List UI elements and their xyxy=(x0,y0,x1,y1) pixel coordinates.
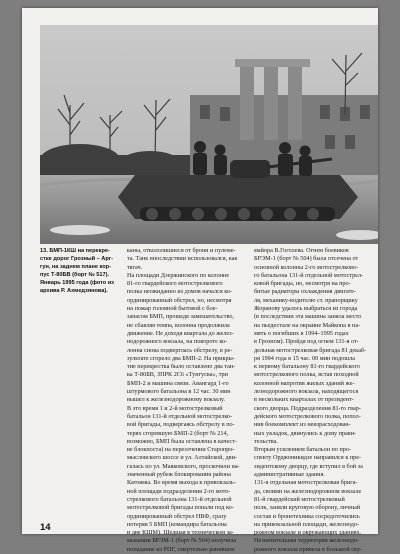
text-line: на пьедестале на окраине Майкопа в па- xyxy=(254,321,361,329)
text-line: штурмового батальона в 12 час. 30 мин xyxy=(127,388,231,396)
text-line: нодорожного вокзала, на повороте ко- xyxy=(127,338,228,346)
text-line: в Грозном). Пройдя под огнем 131-я от- xyxy=(254,338,359,346)
text-line: 81-й гвардейский мотострелковый xyxy=(254,495,345,503)
text-line: зидентскому дворцу, где вступил в бой за xyxy=(254,462,363,470)
text-line: На площади Дзержинского по колонне xyxy=(127,271,230,279)
text-line: не сбавляя темпа, колонна продолжила xyxy=(127,321,230,329)
text-line: БРЭМ-1 (борт № 504) была отсечена от xyxy=(254,255,359,263)
text-line: Жоранову удалось выбраться из города xyxy=(254,305,358,313)
text-line: состав и бронетехника сосредоточились xyxy=(254,512,360,520)
text-line: ординированный обстрел НВФ, сразу xyxy=(127,512,227,520)
text-line: вой бригады, подвергаясь обстрелу в по- xyxy=(127,421,235,429)
text-line: возможно, БМП была оставлена в качест- xyxy=(127,437,237,445)
text-line: колонной напротив жилых зданий же- xyxy=(254,379,355,387)
caption-line: стке дорог Грозный – Арг- xyxy=(40,256,113,262)
text-line: В это время 1 и 2-й мотострелковый xyxy=(127,404,223,412)
text-column-right xyxy=(254,247,378,554)
text-line: ве блокпоста) на пересечении Старопро- xyxy=(127,446,235,454)
text-line: движение. Не доходя квартала до желез- xyxy=(127,329,234,337)
text-line: каны, откололишиеся от брони и пулеме- xyxy=(127,247,236,254)
text-line: ной площади подразделения 2-го мото- xyxy=(127,487,231,495)
caption-line: пус Т-80БВ (борт № 517). xyxy=(40,272,110,278)
text-line: терях сгоревшую БМП-2 (борт № 214, xyxy=(127,429,229,437)
text-line: ковой бригады, но, несмотря на про- xyxy=(254,280,351,288)
caption-line: архива Р. Ахмедзянова). xyxy=(40,288,108,294)
photo-caption xyxy=(40,247,120,295)
text-line: полк, заняли круговую оборону, личный xyxy=(254,504,361,512)
text-line: основной колонны 2-го мотострелково- xyxy=(254,263,359,271)
text-line: ка Т-80БВ, ЗПРК 2С6 «Тунгуска», три xyxy=(127,371,228,379)
text-line: битые радиаторы охлаждения двигате- xyxy=(254,288,357,296)
text-line: та. Танк впоследствии использовался, как xyxy=(127,255,238,263)
text-line: рожного вокзала привела в большой ску- xyxy=(254,545,363,553)
text-line: Вторым усилением батальон по про- xyxy=(254,446,352,454)
text-line: нив боекомплект из неизрасходован- xyxy=(254,421,351,429)
photo-bmp-on-road xyxy=(40,25,378,244)
text-line: лезнодорожного вокзала, находящегося xyxy=(254,388,359,396)
caption-line: гун, на заднем плане кор- xyxy=(40,264,111,270)
text-line: мысловского шоссе и ул. Алтайской, дви- xyxy=(127,454,237,462)
text-line: батальон 131-й отдельной мотострелко- xyxy=(127,412,233,420)
text-line: майора В.Гоголева. Огнем боевиков xyxy=(254,247,349,254)
text-line: лонна снова подверглась обстрелу, в ре- xyxy=(127,346,233,354)
text-line: рожном вокзале и окружающих зданиях. xyxy=(254,529,362,537)
text-line: к первому батальону 81-го гвардейского xyxy=(254,363,361,371)
text-line: и две КШМ). Шедшая в техническом за- xyxy=(127,529,234,537)
text-line: в нескольких кварталах от президент- xyxy=(254,396,354,404)
text-line: спекту Орджоникидзе направился к пре- xyxy=(254,454,362,462)
caption-line: 13. БМП-1КШ на перекре- xyxy=(40,248,110,254)
text-line: дельная мотострелковая бригада 81 декаб- xyxy=(254,346,367,354)
text-line: на пожар головной бытовой с бое- xyxy=(127,305,218,313)
text-line: галась по ул. Маяковского, проскочили на- xyxy=(127,462,240,470)
text-line: мотострелкового полка, встав походной xyxy=(254,371,359,379)
caption-line: Январь 1995 года (фото из xyxy=(40,280,114,286)
text-line: БМП-2 и машина связи. Авангард 1-го xyxy=(127,379,229,387)
text-line: потеряв 5 БМП (командира батальона xyxy=(127,520,227,528)
text-line: мыкании БРЭМ-1 (борт № 504) получила xyxy=(127,537,237,545)
text-line: 81-го гвардейского мотострелкового xyxy=(127,280,223,288)
text-line: на привокзальной площади, железнодо- xyxy=(254,520,360,528)
page-number: 14 xyxy=(40,522,51,533)
text-line: тие перекрестка было оставлено два тан- xyxy=(127,363,236,371)
text-line: зультате сгорело два БМП-2. На прикры- xyxy=(127,354,235,362)
text-line: Катоямы. Во время выхода к привокзаль- xyxy=(127,479,236,487)
text-line: ря 1994 года в 15 час. 00 мин подошла xyxy=(254,354,355,362)
text-line: мотострелковой бригады попали под ко- xyxy=(127,504,234,512)
text-line: мять о погибших в 1994–1995 годах xyxy=(254,329,349,337)
text-line: го батальона 131-й отдельной мотострел- xyxy=(254,271,364,279)
text-line: Незначительная территория железнодо- xyxy=(254,537,360,545)
text-line: ординированный обстрел, но, несмотря xyxy=(127,296,232,304)
text-line: ля, механику-водителю ст. прапорщику xyxy=(254,296,358,304)
text-line: стрелкового батальона 131-й отдельной xyxy=(127,495,232,503)
text-line: (в последствии эта машина заняла место xyxy=(254,313,362,321)
text-line: значенный рубеж блокирования района xyxy=(127,471,231,479)
text-line: полка неожиданно из домов начался ко- xyxy=(127,288,233,296)
text-line: запасом БМП, прошедя замешательство, xyxy=(127,313,234,321)
text-line: ных укладок, двинулись к дому прави- xyxy=(254,429,357,437)
text-line: да, своими на железнодорожном вокзале xyxy=(254,487,362,495)
text-line: административные здания. xyxy=(254,471,325,479)
text-column-middle xyxy=(127,247,248,554)
text-line: попадание из РПГ, смертельно ранившее xyxy=(127,545,235,553)
text-line: тягач. xyxy=(127,263,143,271)
text-line: ского дворца. Подразделения 81-го гвар- xyxy=(254,404,361,412)
text-line: 131-я отдельная мотострелковая брига- xyxy=(254,479,358,487)
text-line: тельства. xyxy=(254,437,278,445)
text-line: вышел к железнодорожному вокзалу. xyxy=(127,396,225,404)
photo-image xyxy=(40,25,378,244)
text-line: дейского мотострелкового полка, попол- xyxy=(254,412,361,420)
